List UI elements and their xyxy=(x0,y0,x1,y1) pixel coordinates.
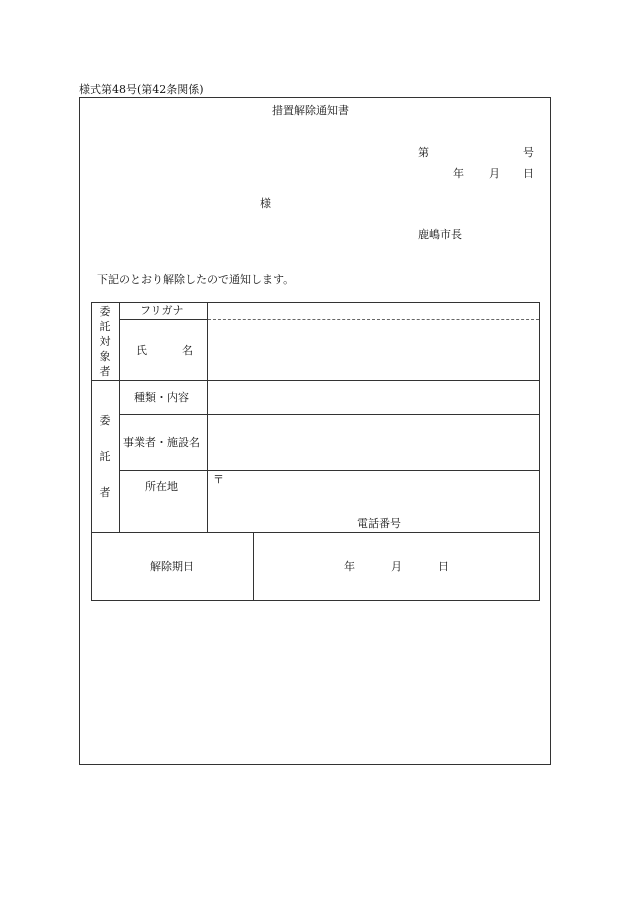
business-facility-label: 事業者・施設名 xyxy=(123,436,200,449)
addressee-suffix: 様 xyxy=(260,197,271,210)
date-month-label: 月 xyxy=(489,167,500,180)
document-title: 措置解除通知書 xyxy=(272,104,349,117)
furigana-dashed-line xyxy=(208,319,539,320)
section-char: 委 xyxy=(99,414,111,427)
date-day-label: 日 xyxy=(523,167,534,180)
location-label: 所在地 xyxy=(145,480,178,493)
release-date-divider xyxy=(253,532,254,601)
section-divider-line xyxy=(91,380,540,381)
form-frame xyxy=(79,97,551,765)
table-top-line xyxy=(91,302,540,303)
section-char: 委 xyxy=(99,305,111,318)
form-number: 様式第48号(第42条関係) xyxy=(79,83,204,96)
issuer: 鹿嶋市長 xyxy=(418,228,462,241)
release-year-label: 年 xyxy=(344,560,355,573)
release-month-label: 月 xyxy=(391,560,402,573)
label-column-divider xyxy=(207,302,208,532)
section-char: 対 xyxy=(99,335,111,348)
section-consignment-target xyxy=(95,306,115,381)
type-content-row-line xyxy=(119,414,540,415)
date-year-label: 年 xyxy=(453,167,464,180)
table-right-line xyxy=(539,302,540,601)
furigana-row-line xyxy=(119,319,207,320)
section-column-divider xyxy=(119,302,120,532)
name-label-second: 名 xyxy=(182,344,193,357)
business-row-line xyxy=(119,470,540,471)
section-char: 象 xyxy=(99,350,111,363)
body-text: 下記のとおり解除したので通知します。 xyxy=(97,273,295,286)
section-char: 託 xyxy=(99,450,111,463)
release-date-row-line xyxy=(91,532,540,533)
section-char: 者 xyxy=(99,486,111,499)
table-bottom-line xyxy=(91,600,540,601)
number-label-go: 号 xyxy=(523,146,534,159)
section-char: 託 xyxy=(99,320,111,333)
section-consignor xyxy=(95,415,115,502)
type-content-label: 種類・内容 xyxy=(134,391,189,404)
release-day-label: 日 xyxy=(438,560,449,573)
number-label-dai: 第 xyxy=(418,146,429,159)
table-left-line xyxy=(91,302,92,601)
postal-mark: 〒 xyxy=(213,473,224,486)
furigana-label: フリガナ xyxy=(140,304,184,317)
phone-label: 電話番号 xyxy=(357,517,401,530)
name-label-first: 氏 xyxy=(136,344,147,357)
section-char: 者 xyxy=(99,365,111,378)
release-date-label: 解除期日 xyxy=(150,560,194,573)
